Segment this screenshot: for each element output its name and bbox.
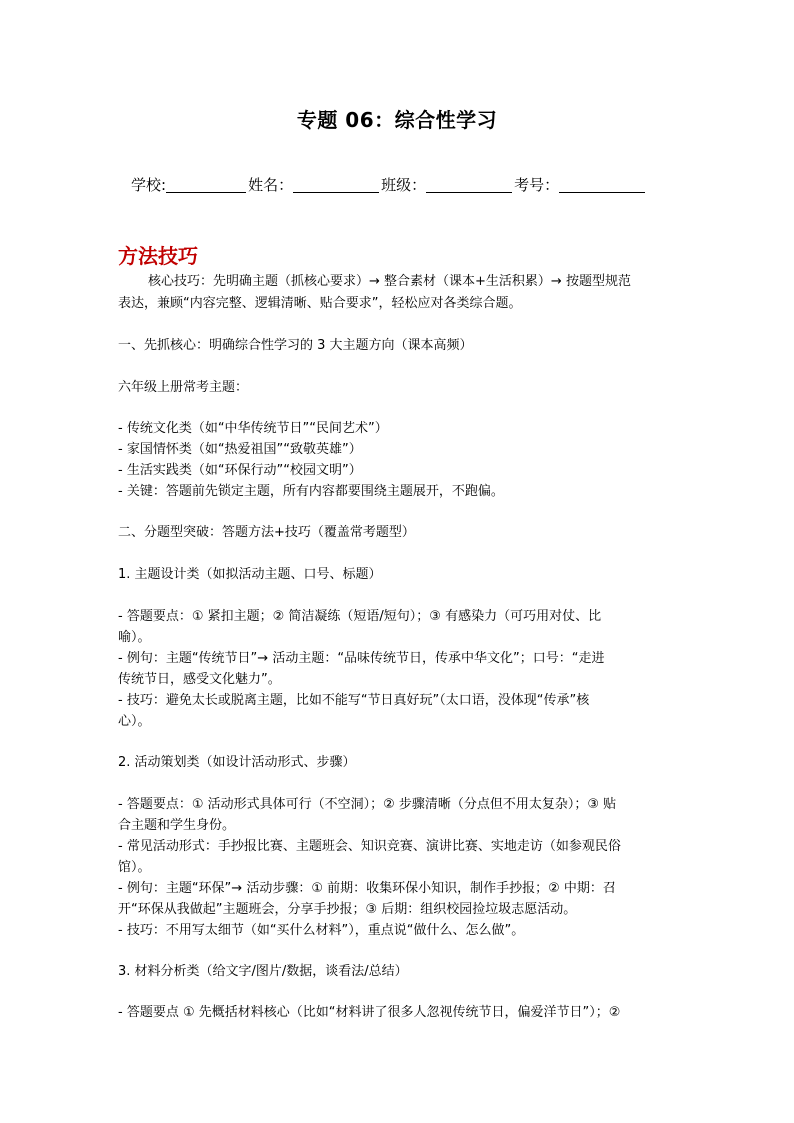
list-item: - 例句：主题“环保”→ 活动步骤：① 前期：收集环保小知识，制作手抄报；② 中期：召 <box>118 881 616 896</box>
list-item-continuation: 开“环保从我做起”主题班会，分享手抄报；③ 后期：组织校园捡垃圾志愿活动。 <box>118 902 577 917</box>
list-item-continuation: 传统节日，感受文化魅力”。 <box>118 672 281 687</box>
heading-line: 一、先抓核心：明确综合性学习的 3 大主题方向（课本高频） <box>118 338 473 353</box>
school-blank[interactable] <box>166 176 246 193</box>
exam-no-label: 考号： <box>514 176 560 194</box>
list-item: - 例句：主题“传统节日”→ 活动主题：“品味传统节日，传承中华文化”；口号：“走进 <box>118 651 605 666</box>
list-item: - 常见活动形式：手抄报比赛、主题班会、知识竞赛、演讲比赛、实地走访（如参观民俗 <box>118 839 621 854</box>
name-label: 姓名： <box>248 176 294 194</box>
paragraph-line: 表达，兼顾“内容完整、逻辑清晰、贴合要求”，轻松应对各类综合题。 <box>118 296 522 311</box>
list-item: - 传统文化类（如“中华传统节日”“民间艺术”） <box>118 421 388 436</box>
list-item: - 答题要点 ① 先概括材料核心（比如“材料讲了很多人忽视传统节日，偏爱洋节日”）；② <box>118 1005 621 1020</box>
subheading-line: 3. 材料分析类（给文字/图片/数据，谈看法/总结） <box>118 964 408 979</box>
subheading-line: 1. 主题设计类（如拟活动主题、口号、标题） <box>118 567 382 582</box>
list-item: - 答题要点：① 紧扣主题；② 简洁凝练（短语/短句）；③ 有感染力（可巧用对仗、比 <box>118 609 602 624</box>
list-item-continuation: 喻）。 <box>118 630 151 645</box>
student-info-row <box>131 174 647 195</box>
class-blank[interactable] <box>426 176 512 193</box>
page-title: 专题 06：综合性学习 <box>296 108 498 132</box>
list-item: - 技巧：避免太长或脱离主题，比如不能写“节日真好玩”（太口语，没体现“传承”核 <box>118 693 590 708</box>
list-item-continuation: 心）。 <box>118 714 151 729</box>
name-blank[interactable] <box>293 176 379 193</box>
list-item-continuation: 馆）。 <box>118 860 151 875</box>
list-item: - 生活实践类（如“环保行动”“校园文明”） <box>118 463 362 478</box>
paragraph-line: 六年级上册常考主题： <box>118 380 249 395</box>
list-item: - 家国情怀类（如“热爱祖国”“致敬英雄”） <box>118 442 362 457</box>
list-item: - 关键：答题前先锁定主题，所有内容都要围绕主题展开，不跑偏。 <box>118 484 504 499</box>
school-label: 学校: <box>131 176 167 194</box>
section-title: 方法技巧 <box>118 244 198 268</box>
list-item: - 技巧：不用写太细节（如“买什么材料”），重点说“做什么、怎么做”。 <box>118 923 525 938</box>
list-item: - 答题要点：① 活动形式具体可行（不空洞）；② 步骤清晰（分点但不用太复杂）；③ 贴 <box>118 797 617 812</box>
paragraph-line: 核心技巧：先明确主题（抓核心要求）→ 整合素材（课本+生活积累）→ 按题型规范 <box>148 274 631 289</box>
exam-no-blank[interactable] <box>559 176 645 193</box>
heading-line: 二、分题型突破：答题方法+技巧（覆盖常考题型） <box>118 525 415 540</box>
class-label: 班级： <box>381 176 427 194</box>
subheading-line: 2. 活动策划类（如设计活动形式、步骤） <box>118 755 356 770</box>
list-item-continuation: 合主题和学生身份。 <box>118 818 236 833</box>
